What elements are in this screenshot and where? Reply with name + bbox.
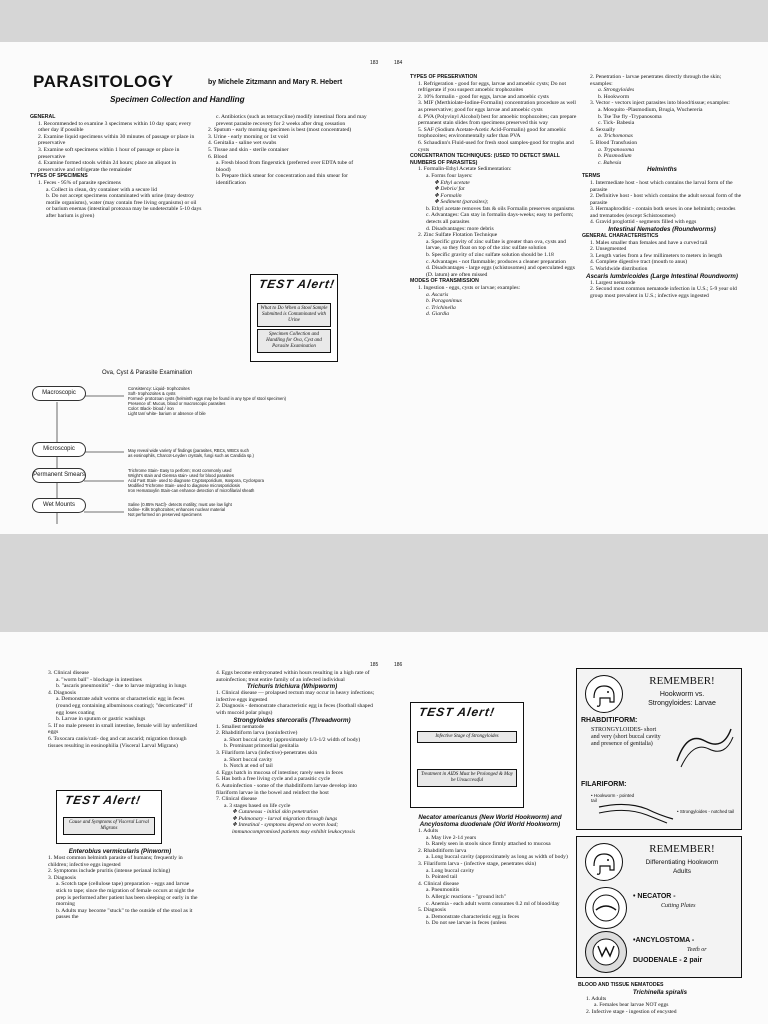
text-line: b. "ascaris pneumonitis" - due to larvae migrating in lungs <box>56 683 187 690</box>
flow-detail-line: Formed- protozoan cysts (helminth eggs may be found in any type of stool specimen) <box>128 396 287 401</box>
text-line: 4. Examine formed stools within 24 hours; place an aliquot in preservative and refrigerate the remainder <box>38 160 177 173</box>
remember-box-larvae <box>576 668 742 830</box>
page-title: PARASITOLOGY <box>33 72 174 91</box>
text-line: 1. Males smaller than females and have a curved tail <box>590 239 708 246</box>
text-line: d. Giardia <box>426 311 450 318</box>
remember-box-adults <box>576 836 742 978</box>
page-number-left: 185 <box>370 662 379 668</box>
text-line: 3. Filariform larva (infective)-penetrates skin <box>216 749 318 756</box>
text-line: 3. Urine - early morning or 1st void <box>208 133 288 140</box>
duodenale-label: DUODENALE - 2 pair <box>633 957 703 964</box>
text-line: a. Pneumonitis <box>426 887 460 894</box>
page-number-right: 186 <box>394 662 403 668</box>
test-alert-text: Specimen Collection and Handling for Ova, Cyst and Parasite Examination <box>257 329 331 353</box>
text-line: 5. Tissue and skin - sterile container <box>208 146 289 153</box>
text-line: 1. Most common helminth parasite of humans; frequently in children; infective eggs ingested <box>48 855 183 868</box>
remember-title: REMEMBER! <box>649 843 715 855</box>
text-line: 4. PVA (Polyvinyl Alcohol) best for amoebic trophozoites; can prepare permanent stain slides from specimens preserved this way <box>418 113 577 127</box>
ancylostoma-sub: Teeth or <box>687 947 707 953</box>
text-line: b. Ethyl acetate removes fats & oils Formalin preserves organisms <box>426 205 575 212</box>
flow-detail-line: Soft- trophozoites & cysts <box>128 391 176 396</box>
section-subheading: Ascaris lumbricoides (Large Intestinal Roundworm) <box>586 272 738 280</box>
text-line: 3. Length varies from a few millimeters to meters in length <box>590 252 723 259</box>
section-subheading: Trichinella spiralis <box>632 988 688 996</box>
text-line: 2. Second most common nematode infection in U.S.; 5-9 year old group most prevalent in U.S.; infective eggs ingested <box>590 286 737 299</box>
page-number-right: 184 <box>394 60 403 66</box>
text-line: 1. Largest nematode <box>590 279 636 286</box>
text-line: 3. Examine soft specimens within 1 hour of passage or place in preservative <box>38 146 180 160</box>
text-line: b. Tse Tse fly -Trypanosoma <box>598 113 662 120</box>
text-line: 4. Clinical disease <box>418 880 459 887</box>
text-line: a. Short buccal cavity (approximately 1/3-1/2 width of body) <box>224 736 361 743</box>
text-line: a. Long buccal cavity <box>426 867 475 874</box>
test-alert-text: Infective Stage of Strongyloides <box>417 731 517 743</box>
column-ascaris-cont <box>40 670 200 749</box>
text-line: c. Tick- Babesia <box>598 120 635 127</box>
section-subheading: Strongyloides stercoralis (Threadworm) <box>233 716 351 724</box>
text-line: 2. Infective stage - ingestion of encysted <box>586 1008 677 1015</box>
section-heading: TYPES OF PRESERVATION <box>410 74 478 80</box>
text-line: 4. Genitalia - saline wet swabs <box>208 140 277 147</box>
text-line: 4. Eggs hatch in mucosa of intestine; rarely seen in feces <box>216 769 343 776</box>
text-line: ❖ Cutaneous - initial skin penetration <box>232 809 318 816</box>
cutting-plates-icon <box>585 887 627 929</box>
text-line: c. Advantages - not flammable; produces a cleaner preparation <box>426 258 566 265</box>
column-helminths <box>582 74 742 299</box>
test-alert-text: What to Do When a Stool Sample Submitted is Contaminated with Urine <box>257 303 331 327</box>
text-line: 1. Recommended to examine 3 specimens within 10 day span; every other day if possible <box>38 120 192 134</box>
test-alert-banner: TEST Alert! <box>257 277 337 291</box>
text-line: a. "worm ball" - blockage in intestines <box>56 676 142 683</box>
text-line: 1. Refrigeration - good for eggs, larvae and amoebic cysts; Do not refrigerate if you suspect amoebic trophozoites <box>418 80 567 94</box>
column-whipworm-threadworm <box>208 670 376 836</box>
remember-line: Hookworm vs. <box>659 691 705 698</box>
text-line: a. Scotch tape (cellulose tape) preparation - eggs and larvae stick to tape; since the migration of female occurs at night the prep is performed after patient has been sleeping or early in the morning <box>56 881 198 908</box>
tail-illustration <box>597 799 677 825</box>
flow-detail-line: Consistency: Liquid- trophozoites <box>128 386 190 391</box>
page-185-186 <box>0 632 768 1024</box>
text-line: c. Advantages: Can stay in formalin days-weeks; easy to perform; detects all parasites <box>426 212 574 226</box>
text-line: b. Allergic reactions - "ground itch" <box>426 893 506 900</box>
flow-detail-line: Light tan/ white- barium or absence of bile <box>128 411 206 416</box>
text-line: 1. Smallest nematode <box>216 723 265 730</box>
text-line: a. Mosquito -Plasmodium, Brugia, Wuchereria <box>598 106 703 113</box>
ancylostoma-label: •ANCYLOSTOMA - <box>633 937 695 944</box>
test-alert-text: Cause and Symptoms of Visceral Larval Migrans <box>63 817 155 835</box>
page-number-left: 183 <box>370 60 379 66</box>
section-subheading: Helminths <box>647 166 677 174</box>
page-183-184 <box>0 42 768 534</box>
text-line: a. Strongyloides <box>598 87 635 94</box>
text-line: a. Demonstrate characteristic egg in feces <box>426 913 520 920</box>
text-line: d. Disadvantages - large eggs (schistosomes) and operculated eggs (D. latum) are often missed <box>426 265 575 278</box>
larva-illustration <box>673 721 737 777</box>
text-line: 5. Blood Transfusion <box>590 139 638 146</box>
flow-node-wet-mounts: Wet Mounts <box>32 498 86 513</box>
flow-detail-line: as eosinophils, Charcot-Leyden crystals, fungi such as Candida sp.) <box>128 453 254 458</box>
ova-cyst-parasite-flowchart <box>30 364 370 534</box>
text-line: a. Forms four layers: <box>426 172 473 179</box>
section-subtitle: Specimen Collection and Handling <box>110 95 245 104</box>
text-line: 5. Diagnosis <box>418 907 446 914</box>
section-subheading: Necator americanus (New World Hookworm) and Ancylostoma duodenale (Old World Hookworm) <box>418 814 562 828</box>
rhabditiform-heading: RHABDITIFORM: <box>581 717 638 724</box>
column-pinworm <box>40 848 200 921</box>
text-line: b. Rarely seen in stools since firmly attached to mucosa <box>426 841 551 848</box>
flow-node-permanent-smears: Permanent Smears <box>32 468 86 483</box>
text-line: b. Do not accept specimens contaminated with urine (may destroy motile organisms), water (may contain free living organisms) or oil or barium enemas (intestinal protozoa may be undetectable 5-10 days after barium is given) <box>46 193 202 219</box>
section-heading: GENERAL CHARACTERISTICS <box>582 233 659 240</box>
text-line: ❖ Ethyl acetate <box>434 179 470 186</box>
text-line: b. Larvae in sputum or gastric washings <box>56 716 146 723</box>
text-line: b. Paragonimus <box>426 298 462 305</box>
text-line: 3. Hermaphroditic - contain both sexes in one helminth; cestodes and trematodes (except Schistosomes) <box>590 206 736 219</box>
flow-detail-line: May reveal wide variety of findings (parasites, RBCs, WBCs such <box>128 448 250 453</box>
section-heading: CONCENTRATION TECHNIQUES: (USED TO DETECT SMALL NUMBERS OF PARASITES) <box>410 153 560 166</box>
flow-macroscopic-details <box>128 386 368 416</box>
flow-detail-line: Iodine- Kills trophozoites; enhances nuclear material <box>128 507 226 512</box>
test-alert-box <box>250 274 338 362</box>
remember-line: Strongyloides: Larvae <box>648 700 716 707</box>
test-alert-box <box>56 790 162 844</box>
flow-detail-line: Color: Black- blood / iron <box>128 406 174 411</box>
text-line: c. Babesia <box>598 159 622 166</box>
text-line: 2. Penetration - larvae penetrates directly through the skin; examples: <box>590 74 722 87</box>
text-line: a. Trichomonas <box>598 133 633 140</box>
text-line: 2. Zinc Sulfate Flotation Technique <box>418 232 498 239</box>
section-heading: TYPES OF SPECIMENS <box>30 173 88 180</box>
text-line: 5. SAF (Sodium Acetate-Acetic Acid-Formalin) good for amoebic trophozoites; environmentally safer than PVA <box>418 126 567 140</box>
text-line: a. May live 2-14 years <box>426 834 477 841</box>
text-line: a. Long buccal cavity (approximately as long as width of body) <box>426 854 568 861</box>
text-line: a. Trypanosoma <box>598 146 635 153</box>
text-line: 2. Unsegmented <box>590 246 627 253</box>
text-line: b. Notch at end of tail <box>224 763 273 770</box>
text-line: a. Demonstrate adult worms or characteristic egg in feces (round egg containing albuminous coating); "decorticated" if egg loses coating <box>56 696 193 716</box>
elephant-icon <box>585 843 623 881</box>
text-line: b. Adults may become "stuck" to the outside of the stool as it passes the <box>56 907 193 921</box>
text-line: 1. Adults <box>586 995 607 1002</box>
text-line: 2. Symptoms include pruritis (intense perianal itching) <box>48 868 171 875</box>
section-subheading: Enterobius vermicularis (Pinworm) <box>68 848 172 855</box>
text-line: 3. Diagnosis <box>48 874 76 881</box>
flow-node-microscopic: Microscopic <box>32 442 86 457</box>
text-line: b. Prepare thick smear for concentration and thin smear for identification <box>216 173 349 186</box>
text-line: 3. Vector - vectors inject parasites into blood/tissue; examples: <box>590 100 730 107</box>
text-line: b. Specific gravity of zinc sulfate solution should be 1.18 <box>426 252 554 259</box>
text-line: 1. Ingestion - eggs, cysts or larvae; examples: <box>418 285 521 291</box>
text-line: 2. 10% formalin - good for eggs, larvae and amoebic cysts <box>418 93 549 100</box>
text-line: 2. Rhabditiform larva (noninfective) <box>216 730 298 737</box>
text-line: 2. Definitive host - host which contains the adult sexual form of the parasite <box>590 193 742 206</box>
flow-detail-line: Modified Trichrome Stain- used to diagnose microsporidiosis <box>128 483 240 488</box>
text-line: 1. Clinical disease — prolapsed rectum may occur in heavy infections; infective eggs ingested <box>216 690 375 703</box>
text-line: c. Antibiotics (such as tetracycline) modify intestinal flora and may prevent parasite recovery for 2 weeks after drug cessation <box>216 114 367 127</box>
section-subheading: Intestinal Nematodes (Roundworms) <box>608 226 716 234</box>
text-line: 3. MIF (Merthiolate-Iodine-Formalin) concentration procedure as well as preservative; good for eggs larvae and amoebic cysts <box>418 100 576 113</box>
text-line: a. Collect in clean, dry container with a secure lid <box>46 186 158 193</box>
section-subheading: Trichuris trichiura (Whipworm) <box>246 683 338 691</box>
text-line: 4. Diagnosis <box>48 689 76 696</box>
text-line: b. Prominant primordial genitalia <box>224 743 299 750</box>
text-line: ❖ Pulmonary - larval migration through lungs <box>232 815 338 822</box>
text-line: 5. Has both a free living cycle and a parasitic cycle <box>216 776 331 783</box>
text-line: c. Anemia - each adult worm consumes 0.2 ml of blood/day <box>426 900 560 907</box>
text-line: 6. Schaudinn's Fluid-used for fresh stool samples-good for trophs and cysts <box>418 139 574 153</box>
text-line: 1. Formalin-Ethyl Acetate Sedimentation: <box>418 166 512 173</box>
text-line: 2. Sputum - early morning specimen is best (most concentrated) <box>208 127 352 134</box>
filariform-strongyloides: • Strongyloides - notched tail <box>677 809 735 814</box>
remember-title: REMEMBER! <box>649 675 715 687</box>
text-line: 4. Complete digestive tract (mouth to anus) <box>590 259 688 266</box>
text-line: a. Females bear larvae NOT eggs <box>594 1002 669 1009</box>
column-specimen-types <box>200 114 368 187</box>
text-line: ❖ Intestinal - symptoms depend on worm load; immunocompromised patients may exhibit leukocytosis <box>232 822 356 836</box>
text-line: 4. Sexually <box>590 126 616 133</box>
flow-wet-details <box>128 502 368 517</box>
text-line: 1. Intermediate host - host which contains the larval form of the parasite <box>590 179 733 193</box>
text-line: a. Specific gravity of zinc sulfate is greater than ova, cysts and larvae, so they float on top of the zinc sulfate solution <box>426 238 566 252</box>
remember-line: Adults <box>672 868 692 875</box>
text-line: a. 3 stages based on life cycle <box>224 802 291 809</box>
flowchart-title: Ova, Cyst & Parasite Examination <box>102 370 193 376</box>
text-line: 1. Adults <box>418 828 439 834</box>
text-line: 2. Diagnosis - demonstrate characteristic egg in feces (football shaped with mucoid polar plugs) <box>216 703 373 716</box>
text-line: b. Pointed tail <box>426 874 458 881</box>
flow-detail-line: Saline (0.85% NaCl)- detects motility; must use low light <box>128 502 232 507</box>
remember-line: Differentiating Hookworm <box>645 859 719 866</box>
elephant-icon <box>585 675 623 713</box>
text-line: 2. Rhabditiform larva <box>418 847 467 854</box>
text-line: 6. Autoinfection - some of the rhabditiform larvae develop into filariform larvae in the bowel and reinfect the host <box>216 782 358 796</box>
text-line: b. Do not see larvae in feces (unless <box>426 920 507 927</box>
column-trichinella <box>578 982 742 1015</box>
text-line: ❖ Sediment (parasites); <box>434 199 489 206</box>
test-alert-text: Treatment in AIDS Must be Prolonged & May be Unsuccessful <box>417 769 517 787</box>
text-line: ❖ Formalin <box>434 192 462 199</box>
necator-label: • NECATOR - <box>633 893 676 900</box>
text-line: 7. Clinical disease <box>216 796 257 803</box>
flow-node-macroscopic: Macroscopic <box>32 386 86 401</box>
section-heading: GENERAL <box>30 114 56 120</box>
text-line: a. Short buccal cavity <box>224 756 273 763</box>
authors: by Michele Zitzmann and Mary R. Hebert <box>208 79 343 86</box>
necator-sub: Cutting Plates <box>661 903 696 909</box>
text-line: 1. Feces - 95% of parasite specimens <box>38 179 121 186</box>
text-line: b. Hookworm <box>598 93 630 100</box>
text-line: ❖ Debris/ fat <box>434 186 465 193</box>
text-line: 6. Toxocara canis/cati- dog and cat ascarid; migration through tissues resulting in eosinophilia (Visceral Larval Migrans) <box>48 735 187 749</box>
flow-detail-line: Iron Hematoxylin Stain-can enhance detection of microfilarial sheath <box>128 488 255 493</box>
text-line: c. Trichinella <box>426 304 456 311</box>
rhabditiform-text: STRONGYLOIDES- short and very (short buccal cavity and presence of genitalia) <box>591 727 661 747</box>
flow-detail-line: Wright's stain and Giemsa stain- used for blood parasites <box>128 473 234 478</box>
flow-detail-line: Presence of: Mucus, blood or macroscopic parasites <box>128 401 226 406</box>
filariform-hookworm: • Hookworm - pointed tail <box>591 793 635 803</box>
text-line: 5. Worldwide distribution <box>590 266 648 273</box>
text-line: b. Plasmodium <box>598 153 632 160</box>
flow-permanent-details <box>128 468 368 493</box>
test-alert-banner: TEST Alert! <box>417 705 497 719</box>
text-line: 3. Clinical disease <box>48 670 89 676</box>
flow-detail-line: Not performed on preserved specimens <box>128 512 202 517</box>
section-heading: MODES OF TRANSMISSION <box>410 278 479 285</box>
section-heading: TERMS <box>582 173 601 180</box>
text-line: a. Ascaris <box>426 291 449 298</box>
text-line: 2. Examine liquid specimens within 30 minutes of passage or place in preservative <box>38 133 195 147</box>
teeth-icon <box>585 931 627 973</box>
column-preservation <box>410 74 580 318</box>
flow-microscopic-details <box>128 448 368 458</box>
test-alert-box <box>410 702 524 808</box>
text-line: a. Fresh blood from fingerstick (preferred over EDTA tube of blood) <box>216 160 354 173</box>
section-heading: BLOOD AND TISSUE NEMATODES <box>578 982 664 988</box>
flow-detail-line: Trichrome Stain- Easy to perform; most commonly used <box>128 468 232 473</box>
flow-detail-line: Acid Fast Stain- used to diagnose Cryptosporidium, Isospora, Cyclospora <box>128 478 264 483</box>
text-line: 6. Blood <box>208 153 228 160</box>
text-line: 4. Gravid proglottid - segments filled with eggs <box>590 219 697 226</box>
text-line: 5. If no male present in small intestine, female will lay unfertilized eggs <box>48 722 198 736</box>
text-line: d. Disadvantages: more debris <box>426 225 494 232</box>
text-line: 3. Filariform larva - (infective stage, penetrates skin) <box>418 860 537 867</box>
text-line: 4. Eggs become embryonated within hours resulting in a high rate of autoinfection; treat entire family of an infected individual <box>216 670 370 683</box>
column-hookworm <box>410 814 570 927</box>
test-alert-banner: TEST Alert! <box>63 793 143 807</box>
column-general <box>30 114 202 220</box>
filariform-heading: FILARIFORM: <box>581 781 627 788</box>
